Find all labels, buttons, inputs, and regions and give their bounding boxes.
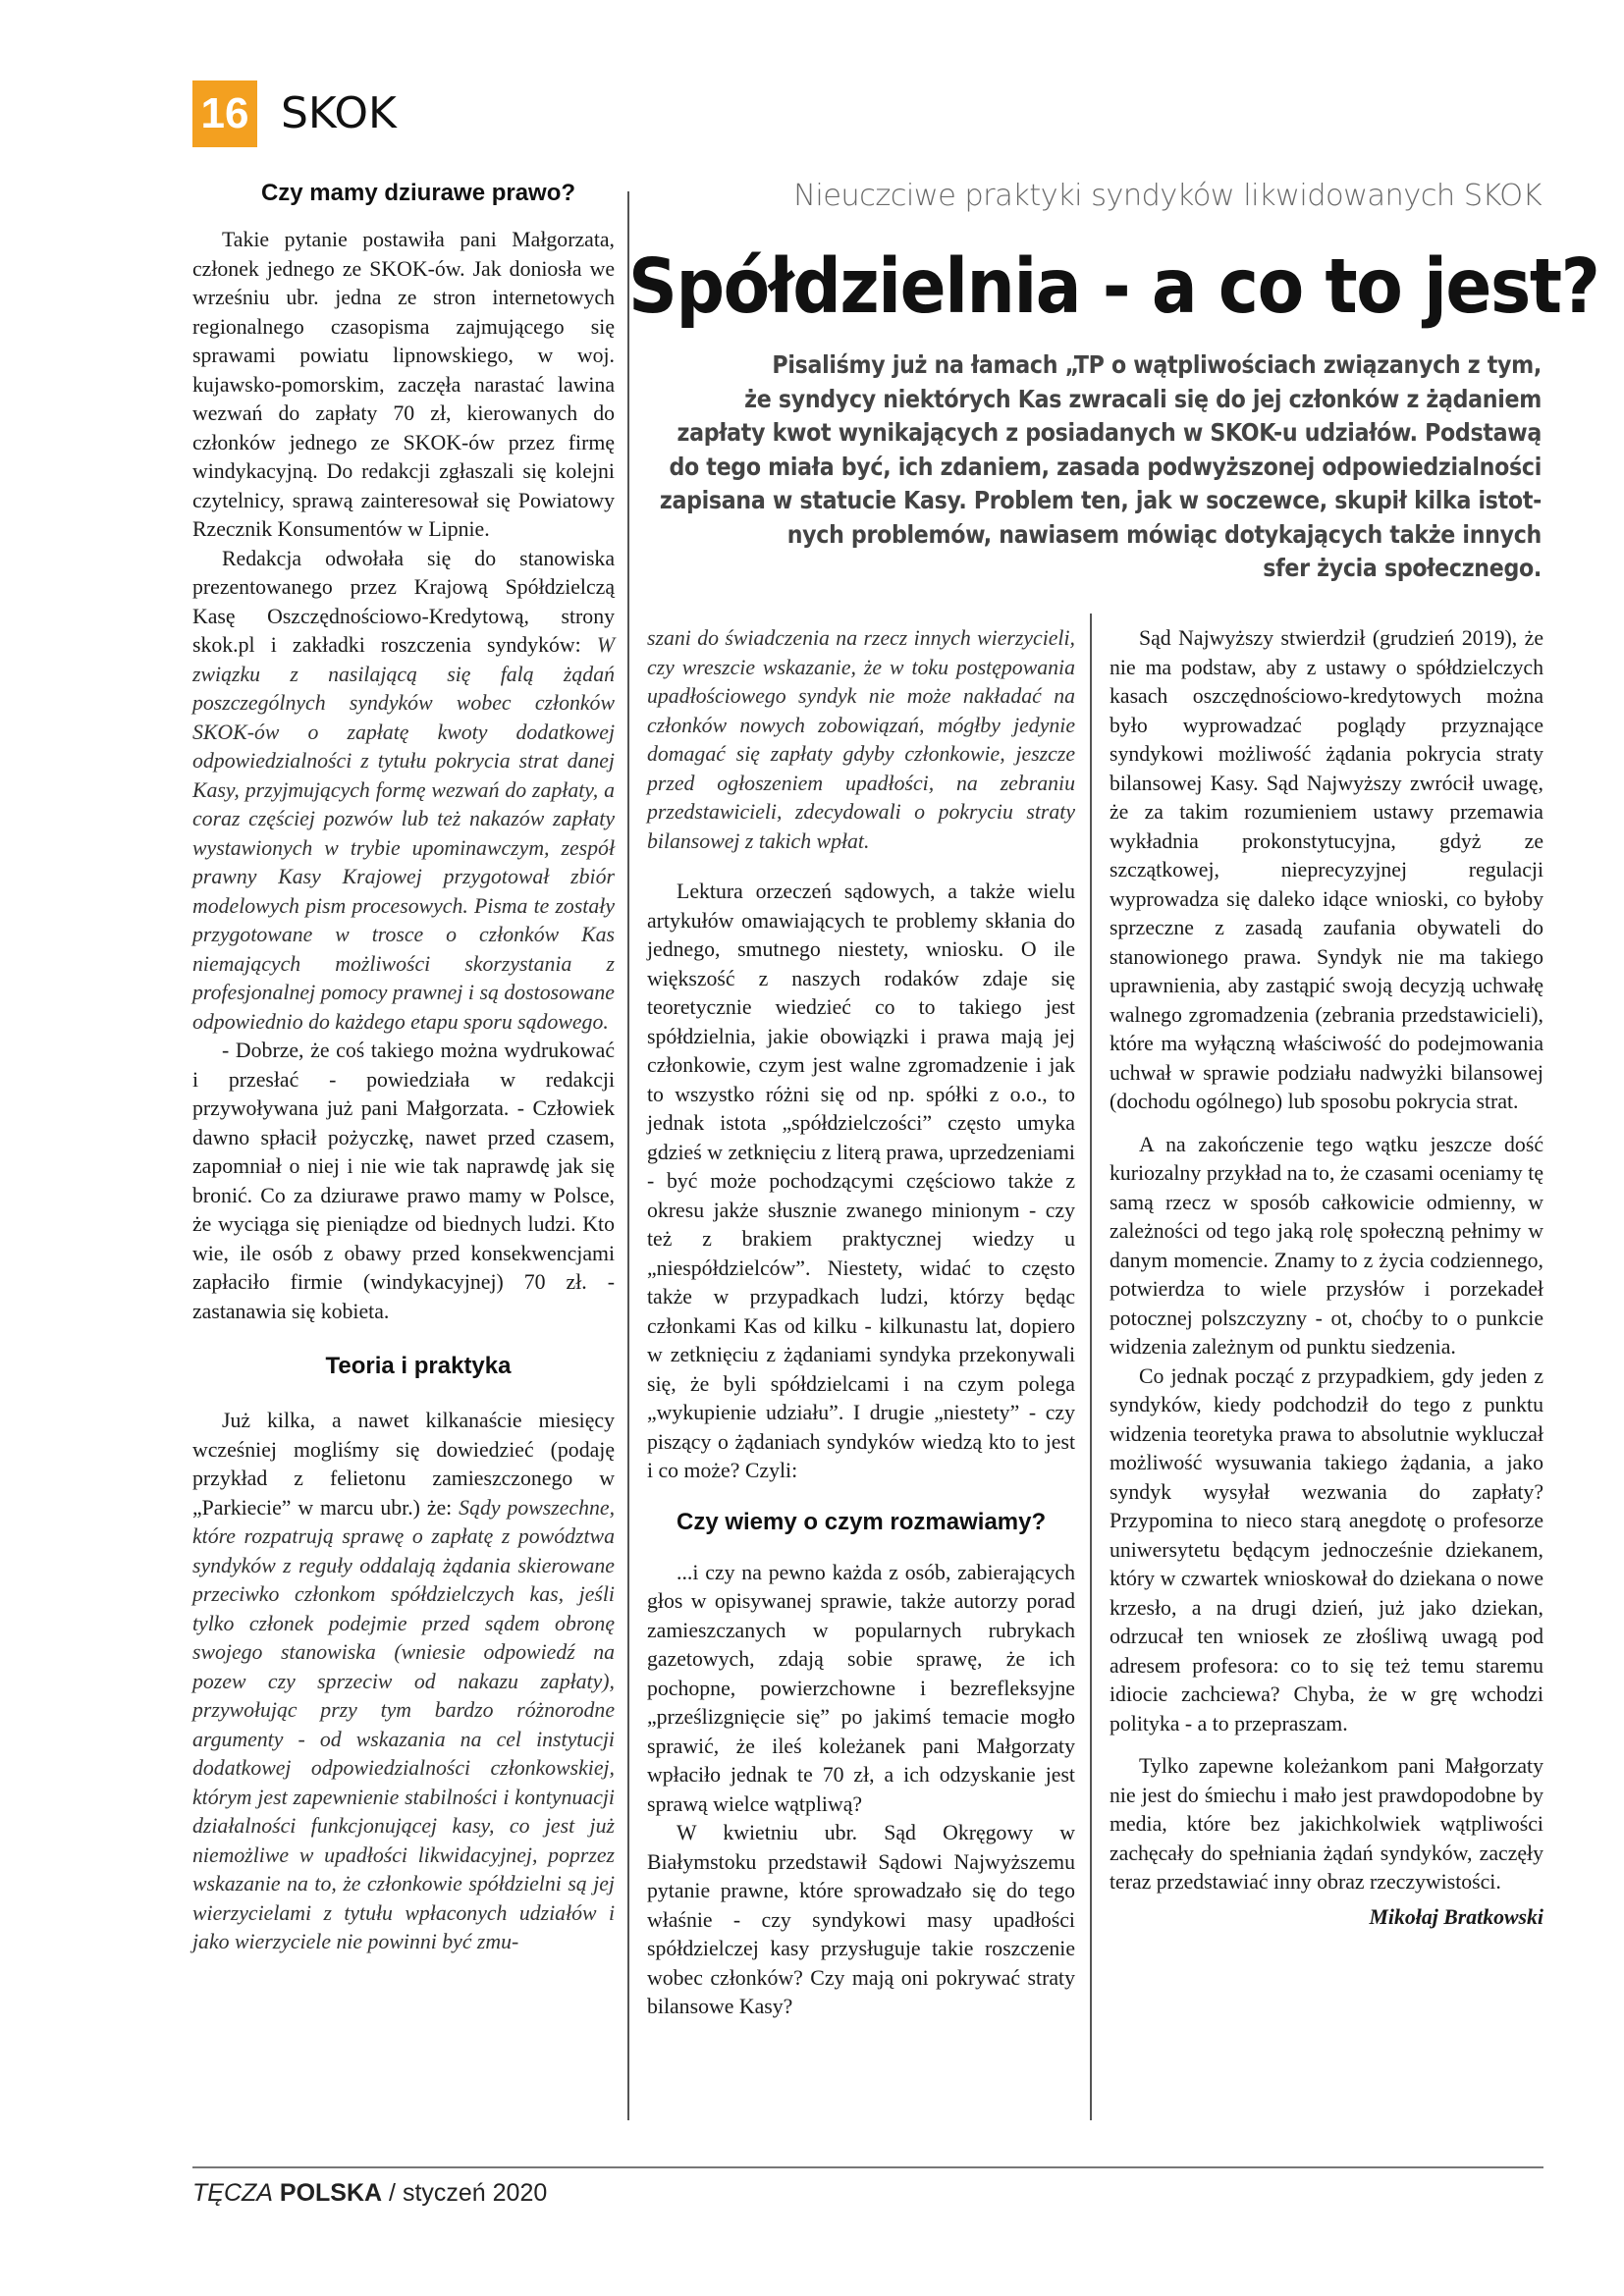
paragraph: Sąd Najwyższy stwierdził (grudzień 2019), że nie ma podstaw, aby z ustawy o spółdzielczych kasach oszczędnościowo-kredytowych można było wyprowadzać poglądy przyznające syndykowi możliwość żądania pokrycia straty bilansowej Kasy. Sąd Najwyższy zwrócił uwagę, że za takim rozumieniem ustawy przemawia wykładnia prokonstytucyjna, gdyż ze szczątkowej, nieprecyzyjnej regulacji wyprowadza się daleko idące wnioski, co byłoby sprzeczne z zasadą zaufania obywateli do stanowionego prawa. Syndyk nie ma takiego uprawnienia, aby zastąpić swoją decyzją uchwałę walnego zgromadzenia (zebrania przedstawicieli), które ma wyłączną właściwość do podejmowania uchwał w sprawie podziału nadwyżki bilansowej (dochodu ogólnego) lub sposobu pokrycia strat.: [1110, 626, 1543, 1113]
footer: [192, 2177, 547, 2209]
lead-line: zapisana w statucie Kasy. Problem ten, jak w soczewce, skupił kilka istot-: [659, 486, 1542, 514]
quote-text: Sądy powszechne, które rozpatrują sprawę o zapłatę z powództwa syndyków z reguły oddalają żądania skierowane przeciwko członkom spółdzielczych kas, jeśli tylko członek podejmie przed sądem obronę swojego stanowiska (wniesie odpowiedź na pozew czy sprzeciw od nakazu zapłaty), przywołując przy tym bardzo różnorodne argumenty - od wskazania na cel instytucji dodatkowej odpowiedzialności członkowskiej, którym jest zapewnienie stabilności i kontynuacji działalności funkcjonującej kasy, co jest już niemożliwe w upadłości likwidacyjnej, poprzez wskazanie na to, że członkowie spółdzielni są jej wierzycielami z tytułu wpłaconych udziałów i jako wierzyciele nie powinni być zmu-: [192, 1495, 616, 1953]
article-kicker: Nieuczciwe praktyki syndyków likwidowanych SKOK: [793, 179, 1542, 213]
lead-line: że syndycy niektórych Kas zwracali się do jej członków z żądaniem: [744, 384, 1542, 413]
lead-line: do tego miała być, ich zdaniem, zasada podwyższonej odpowiedzialności: [669, 452, 1542, 481]
quote-text: W związku z nasilającą się falą żądań poszczególnych syndyków wobec członków SKOK-ów o zapłatę kwoty dodatkowej odpowiedzialności z tytułu pokrycia strat danej Kasy, przyjmujących formę wezwań do zapłaty, a coraz częściej pozwów lub też nakazów zapłaty wystawionych w trybie upominawczym, zespół prawny Kasy Krajowej przygotował zbiór modelowych pism procesowych. Pisma te zostały przygotowane w trosce o członków Kas niemających możliwości skorzystania z profesjonalnej pomocy prawnej i są dostosowane odpowiednio do każdego etapu sporu sądowego.: [192, 633, 616, 1034]
paragraph: W kwietniu ubr. Sąd Okręgowy w Białymstoku przedstawił Sądowi Najwyższemu pytanie prawne, które sprowadzało się do tego właśnie - czy syndykowi masy upadłości spółdzielczej kasy przysługuje takie roszczenie wobec członków? Czy mają oni pokrywać straty bilansowe Kasy?: [647, 1821, 1075, 2018]
paragraph-with-quote: [192, 545, 615, 1038]
issue-date: / styczeń 2020: [389, 2179, 548, 2207]
paragraph: A na zakończenie tego wątku jeszcze dość kuriozalny przykład na to, że czasami oceniamy tę samą rzecz w sposób całkowicie odmienny, w zależności od tego jaką rolę społeczną pełnimy w danym momencie. Znamy to z życia codziennego, potwierdza to wiele przysłów i porzekadeł potocznej polszczyzny - ot, choćby to o punkcie widzenia zależnym od punktu siedzenia.: [1110, 1132, 1543, 1359]
magazine-name-2: POLSKA: [279, 2179, 383, 2207]
page-number-badge: 16: [192, 80, 257, 147]
right-column: [1110, 624, 1543, 1932]
quote-continuation: szani do świadczenia na rzecz innych wierzycieli, czy wreszcie wskazanie, że w toku postępowania upadłościowego syndyk nie może nakładać na członków nowych zobowiązań, mógłby jedynie domagać się zapłaty gdyby członkowie, jeszcze przed ogłoszeniem upadłości, na zebraniu przedstawicieli, zdecydowali o pokryciu straty bilansowej z takich wpłat.: [647, 626, 1075, 853]
heading-dziurawe-prawo: Czy mamy dziurawe prawo?: [260, 180, 576, 206]
paragraph: Co jednak począć z przypadkiem, gdy jeden z syndyków, kiedy podchodził do tego z punktu widzenia teoretyka prawa to absolutnie wykluczał możliwość wysuwania takiego żądania, a jako syndyk wysyłał wezwania do zapłaty? Przypomina to nieco starą anegdotę o profesorze uniwersytetu będącym jednocześnie dziekanem, który w czwartek wnioskował do dziekana o nowe krzesło, a na drugi dzień, już jako dziekan, odrzucał ten wniosek ze złośliwą uwagą pod adresem profesora: co to się też temu staremu idiocie zachciewa? Chyba, że w grę wchodzi polityka - a to przepraszam.: [1110, 1363, 1543, 1735]
heading-czy-wiemy: Czy wiemy o czym rozmawiamy?: [677, 1508, 1047, 1535]
left-column: [192, 179, 615, 1957]
section-title: SKOK: [281, 88, 397, 138]
magazine-name-1: TĘCZA: [192, 2179, 273, 2207]
lead-line: nych problemów, nawiasem mówiąc dotykających także innych: [786, 519, 1542, 549]
heading-teoria-i-praktyka: Teoria i praktyka: [325, 1353, 512, 1379]
footer-rule: [192, 2166, 1543, 2168]
paragraph: Lektura orzeczeń sądowych, a także wielu artykułów omawiających te problemy skłania do jednego, smutnego niestety, wniosku. O ile większość z naszych rodaków zdaje się teoretycznie wiedzieć co to takiego jest spółdzielnia, jakie obowiązki i prawa mają jej członkowie, czym jest walne zgromadzenie i jak to wszystko różni się od np. spółki z o.o., to jednak istota „spółdzielczości” często umyka gdzieś w zetknięciu z literą prawa, uprzedzeniami - być może pochodzącymi częściowo także z okresu jakże słusznie zwanego minionym - czy też z brakiem praktycznej wiedzy u „niespółdzielców”. Niestety, widać to często także w przypadkach ludzi, którzy będąc członkami Kas od kilku - kilkunastu lat, dopiero w zetknięciu z żądaniami syndyka przekonywali się, że byli spółdzielcami i na czym polega „wykupienie udziału”. I drugie „niestety” - czy piszący o żądaniach syndyków wiedzą kto to jest i co może? Czyli:: [647, 880, 1075, 1482]
article-lead: [619, 348, 1542, 586]
lead-line: zapłaty kwot wynikających z posiadanych w SKOK-u udziałów. Podstawą: [677, 418, 1542, 447]
paragraph: Takie pytanie postawiła pani Małgorzata, członek jednego ze SKOK-ów. Jak doniosła we wrześniu ubr. jedna ze stron internetowych regionalnego czasopisma zajmującego się sprawami powiatu lipnowskiego, w woj. kujawsko-pomorskim, zaczęła narastać lawina wezwań do zapłaty 70 zł, kierowanych do członków jednego ze SKOK-ów przez firmę windykacyjną. Do redakcji zgłaszali się kolejni czytelnicy, sprawą zainteresował się Powiatowy Rzecznik Konsumentów w Lipnie.: [192, 228, 615, 541]
paragraph: Tylko zapewne koleżankom pani Małgorzaty nie jest do śmiechu i mało jest prawdopodobne by media, które bez jakichkolwiek wątpliwości zachęcały do spełniania żądań syndyków, zaczęły teraz przedstawiać inny obraz rzeczywistości.: [1110, 1754, 1543, 1894]
column-divider: [1090, 614, 1092, 2120]
paragraph-text: Już kilka, a nawet kilkanaście miesięcy wcześniej mogliśmy się dowiedzieć (podaję przykład z felietonu zamieszczonego w „Parkiecie” w marcu ubr.) że:: [192, 1409, 615, 1520]
paragraph: ...i czy na pewno każda z osób, zabierających głos w opisywanej sprawie, także autorzy porad zamieszczanych w popularnych rubrykach gazetowych, zdają sobie sprawę, że ich pochopne, powierzchowne i bezrefleksyjne „prześlizgnięcie się” po jakimś temacie mogło sprawić, że ileś koleżanek pani Małgorzaty wpłaciło jednak te 70 zł, a ich odzyskanie jest sprawą wielce wątpliwą?: [647, 1560, 1075, 1816]
paragraph-with-quote: [192, 1407, 615, 1957]
lead-line: Pisaliśmy już na łamach „TP o wątpliwościach związanych z tym,: [772, 350, 1542, 379]
paragraph-text: Redakcja odwołała się do stanowiska prezentowanego przez Krajową Spółdzielczą Kasę Oszczędnościowo-Kredytową, strony skok.pl i zakładki roszczenia syndyków:: [192, 546, 615, 657]
article-headline: Spółdzielnia - a co to jest?: [628, 243, 1599, 331]
paragraph: - Dobrze, że coś takiego można wydrukować i przesłać - powiedziała w redakcji przywoływana już pani Małgorzata. - Człowiek dawno spłacił pożyczkę, nawet przed czasem, zapomniał o niej i nie wie tak naprawdę jak się bronić. Co za dziurawe prawo mamy w Polsce, że wyciąga się pieniądze od biednych ludzi. Kto wie, ile osób z obawy przed konsekwencjami zapłaciło firmie (windykacyjnej) 70 zł. - zastanawia się kobieta.: [192, 1039, 615, 1323]
lead-line: sfer życia społecznego.: [1263, 554, 1542, 582]
article-author: Mikołaj Bratkowski: [1369, 1904, 1543, 1929]
middle-column: [647, 624, 1075, 2022]
